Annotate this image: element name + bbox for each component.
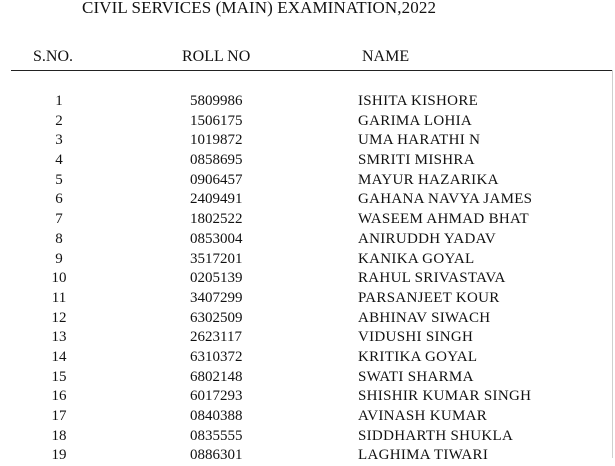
table-row bbox=[0, 190, 615, 210]
table-row bbox=[0, 427, 615, 447]
table-row bbox=[0, 171, 615, 191]
cell-name: WASEEM AHMAD BHAT bbox=[358, 211, 529, 228]
cell-sno: 7 bbox=[55, 211, 63, 228]
table-row bbox=[0, 151, 615, 171]
cell-roll-no: 3407299 bbox=[190, 289, 243, 306]
table-row bbox=[0, 328, 615, 348]
table-row bbox=[0, 309, 615, 329]
cell-sno: 13 bbox=[51, 329, 67, 346]
cell-roll-no: 5809986 bbox=[190, 93, 243, 109]
cell-roll-no: 1506175 bbox=[190, 112, 243, 129]
table-row bbox=[0, 387, 615, 407]
cell-sno: 8 bbox=[55, 230, 63, 247]
results-table bbox=[0, 92, 615, 466]
cell-sno: 6 bbox=[55, 191, 63, 208]
column-header-sno: S.NO. bbox=[33, 48, 74, 65]
cell-sno: 14 bbox=[51, 348, 67, 365]
cell-name: GAHANA NAVYA JAMES bbox=[358, 191, 533, 208]
cell-roll-no: 2623117 bbox=[190, 329, 242, 346]
table-row bbox=[0, 112, 615, 132]
table-row bbox=[0, 269, 615, 289]
table-row bbox=[0, 131, 615, 151]
cell-roll-no: 2409491 bbox=[190, 191, 243, 208]
page-title: CIVIL SERVICES (MAIN) EXAMINATION,2022 bbox=[82, 0, 437, 17]
cell-name: ANIRUDDH YADAV bbox=[358, 230, 496, 247]
table-row bbox=[0, 230, 615, 250]
cell-roll-no: 0853004 bbox=[190, 230, 243, 247]
table-row bbox=[0, 407, 615, 427]
cell-sno: 5 bbox=[55, 171, 63, 188]
cell-name: VIDUSHI SINGH bbox=[358, 329, 474, 346]
cell-name: ISHITA KISHORE bbox=[358, 93, 479, 109]
cell-roll-no: 1802522 bbox=[190, 211, 243, 228]
cell-name: LAGHIMA TIWARI bbox=[358, 447, 489, 464]
cell-sno: 4 bbox=[55, 152, 63, 169]
table-row bbox=[0, 446, 615, 466]
cell-sno: 3 bbox=[55, 132, 63, 149]
cell-name: MAYUR HAZARIKA bbox=[358, 171, 499, 188]
table-row bbox=[0, 210, 615, 230]
cell-name: SIDDHARTH SHUKLA bbox=[358, 427, 514, 444]
header-divider bbox=[11, 70, 613, 71]
cell-sno: 16 bbox=[51, 388, 67, 405]
cell-sno: 17 bbox=[51, 408, 67, 424]
table-row bbox=[0, 368, 615, 388]
table-row bbox=[0, 250, 615, 270]
table-row bbox=[0, 289, 615, 309]
cell-name: KRITIKA GOYAL bbox=[358, 348, 478, 365]
cell-sno: 2 bbox=[55, 112, 63, 129]
cell-name: PARSANJEET KOUR bbox=[358, 289, 500, 306]
cell-roll-no: 1019872 bbox=[190, 132, 243, 149]
cell-name: GARIMA LOHIA bbox=[358, 112, 473, 129]
cell-roll-no: 6017293 bbox=[190, 388, 243, 405]
cell-sno: 18 bbox=[51, 427, 67, 444]
table-row bbox=[0, 92, 615, 112]
column-header-roll-no: ROLL NO bbox=[182, 48, 251, 65]
cell-roll-no: 0205139 bbox=[190, 270, 243, 287]
cell-roll-no: 0886301 bbox=[190, 447, 243, 464]
cell-roll-no: 6802148 bbox=[190, 368, 243, 385]
cell-name: SMRITI MISHRA bbox=[358, 152, 475, 169]
cell-name: UMA HARATHI N bbox=[358, 132, 481, 149]
cell-roll-no: 0906457 bbox=[190, 171, 243, 188]
cell-roll-no: 6302509 bbox=[190, 309, 243, 326]
cell-name: ABHINAV SIWACH bbox=[358, 309, 491, 326]
cell-name: KANIKA GOYAL bbox=[358, 250, 475, 267]
cell-roll-no: 0835555 bbox=[190, 427, 243, 444]
cell-name: SHISHIR KUMAR SINGH bbox=[358, 388, 532, 405]
cell-sno: 11 bbox=[51, 289, 67, 306]
cell-sno: 9 bbox=[55, 250, 63, 267]
cell-name: SWATI SHARMA bbox=[358, 368, 474, 385]
table-row bbox=[0, 348, 615, 368]
column-header-name: NAME bbox=[362, 48, 410, 65]
cell-sno: 19 bbox=[51, 447, 67, 464]
cell-name: AVINASH KUMAR bbox=[358, 408, 488, 424]
cell-roll-no: 0858695 bbox=[190, 152, 243, 169]
cell-roll-no: 3517201 bbox=[190, 250, 243, 267]
cell-roll-no: 0840388 bbox=[190, 408, 243, 424]
cell-roll-no: 6310372 bbox=[190, 348, 243, 365]
cell-sno: 10 bbox=[51, 270, 67, 287]
cell-name: RAHUL SRIVASTAVA bbox=[358, 270, 506, 287]
cell-sno: 12 bbox=[51, 309, 67, 326]
cell-sno: 15 bbox=[51, 368, 67, 385]
cell-sno: 1 bbox=[55, 93, 63, 109]
